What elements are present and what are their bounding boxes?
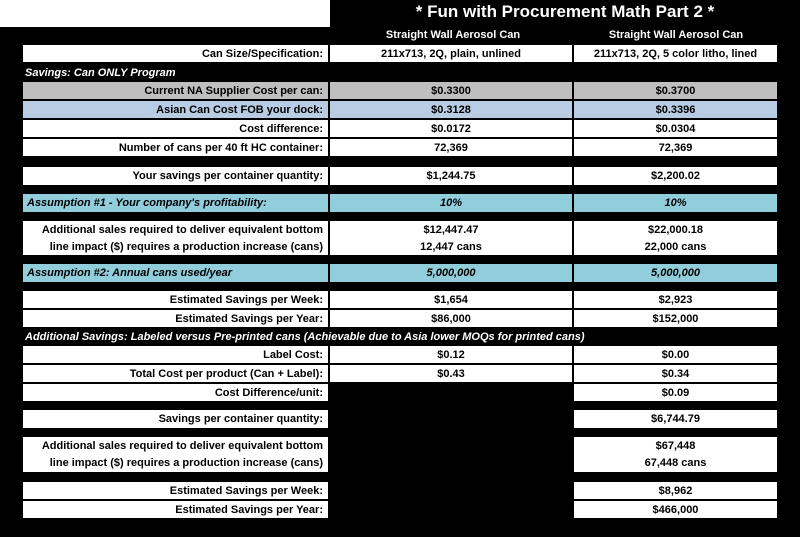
est-year-b: $152,000 bbox=[573, 309, 778, 328]
additional-sales2-b bbox=[573, 436, 778, 473]
savings-container-label: Your savings per container quantity: bbox=[22, 166, 329, 186]
page-title: * Fun with Procurement Math Part 2 * bbox=[415, 2, 715, 21]
savings-container2-b: $6,744.79 bbox=[573, 409, 778, 429]
assumption1-a: 10% bbox=[329, 193, 573, 213]
est-week-a: $1,654 bbox=[329, 290, 573, 309]
est2-year-label: Estimated Savings per Year: bbox=[22, 500, 329, 519]
cans-per-container-label: Number of cans per 40 ft HC container: bbox=[22, 138, 329, 157]
cost-difference-label: Cost difference: bbox=[22, 119, 329, 138]
additional-sales-label-line2: line impact ($) requires a production increase (cans) bbox=[49, 240, 323, 253]
est-week-b: $2,923 bbox=[573, 290, 778, 309]
title-blank-area bbox=[0, 0, 330, 27]
current-cost-label: Current NA Supplier Cost per can: bbox=[22, 81, 329, 100]
asian-cost-label: Asian Can Cost FOB your dock: bbox=[22, 100, 329, 119]
cans-per-container-b: 72,369 bbox=[573, 138, 778, 157]
total-cost-label: Total Cost per product (Can + Label): bbox=[22, 364, 329, 383]
est-week-label: Estimated Savings per Week: bbox=[22, 290, 329, 309]
assumption2-label: Assumption #2: Annual cans used/year bbox=[22, 263, 329, 283]
additional-sales-a-dollars: $12,447.47 bbox=[423, 223, 479, 236]
asian-cost-a: $0.3128 bbox=[329, 100, 573, 119]
est2-year-b: $466,000 bbox=[573, 500, 778, 519]
label-cost-b: $0.00 bbox=[573, 345, 778, 364]
additional-sales-b-cans: 22,000 cans bbox=[644, 240, 707, 253]
cost-difference-b: $0.0304 bbox=[573, 119, 778, 138]
section-can-only-heading: Savings: Can ONLY Program bbox=[25, 67, 176, 79]
asian-cost-b: $0.3396 bbox=[573, 100, 778, 119]
column-header-b: Straight Wall Aerosol Can bbox=[608, 29, 744, 41]
additional-sales-label bbox=[22, 220, 329, 256]
label-cost-label: Label Cost: bbox=[22, 345, 329, 364]
additional-sales2-b-cans: 67,448 cans bbox=[644, 457, 707, 470]
additional-sales-b-dollars: $22,000.18 bbox=[647, 223, 704, 236]
section-additional-savings-heading: Additional Savings: Labeled versus Pre-printed cans (Achievable due to Asia lower MOQs for printed cans) bbox=[25, 331, 585, 343]
assumption1-b: 10% bbox=[573, 193, 778, 213]
column-header-a: Straight Wall Aerosol Can bbox=[385, 29, 521, 41]
cans-per-container-a: 72,369 bbox=[329, 138, 573, 157]
est-year-a: $86,000 bbox=[329, 309, 573, 328]
spec-label: Can Size/Specification: bbox=[22, 44, 329, 63]
additional-sales-label-line1: Additional sales required to deliver equivalent bottom bbox=[41, 223, 323, 236]
spec-value-a: 211x713, 2Q, plain, unlined bbox=[329, 44, 573, 63]
savings-container2-label: Savings per container quantity: bbox=[22, 409, 329, 429]
savings-container-b: $2,200.02 bbox=[573, 166, 778, 186]
est2-week-b: $8,962 bbox=[573, 481, 778, 500]
spec-value-b: 211x713, 2Q, 5 color litho, lined bbox=[573, 44, 778, 63]
cost-difference-a: $0.0172 bbox=[329, 119, 573, 138]
assumption2-b: 5,000,000 bbox=[573, 263, 778, 283]
additional-sales-a bbox=[329, 220, 573, 256]
total-cost-a: $0.43 bbox=[329, 364, 573, 383]
additional-sales2-label bbox=[22, 436, 329, 473]
additional-sales2-label-line1: Additional sales required to deliver equivalent bottom bbox=[41, 439, 323, 452]
est2-week-label: Estimated Savings per Week: bbox=[22, 481, 329, 500]
label-cost-a: $0.12 bbox=[329, 345, 573, 364]
cost-diff-unit-b: $0.09 bbox=[573, 383, 778, 402]
additional-sales2-b-dollars: $67,448 bbox=[655, 439, 696, 452]
additional-sales-b bbox=[573, 220, 778, 256]
total-cost-b: $0.34 bbox=[573, 364, 778, 383]
savings-container-a: $1,244.75 bbox=[329, 166, 573, 186]
current-cost-a: $0.3300 bbox=[329, 81, 573, 100]
additional-sales2-label-line2: line impact ($) requires a production increase (cans) bbox=[49, 457, 323, 470]
est-year-label: Estimated Savings per Year: bbox=[22, 309, 329, 328]
additional-sales-a-cans: 12,447 cans bbox=[420, 240, 482, 253]
cost-diff-unit-label: Cost Difference/unit: bbox=[22, 383, 329, 402]
assumption1-label: Assumption #1 - Your company's profitability: bbox=[22, 193, 329, 213]
current-cost-b: $0.3700 bbox=[573, 81, 778, 100]
assumption2-a: 5,000,000 bbox=[329, 263, 573, 283]
